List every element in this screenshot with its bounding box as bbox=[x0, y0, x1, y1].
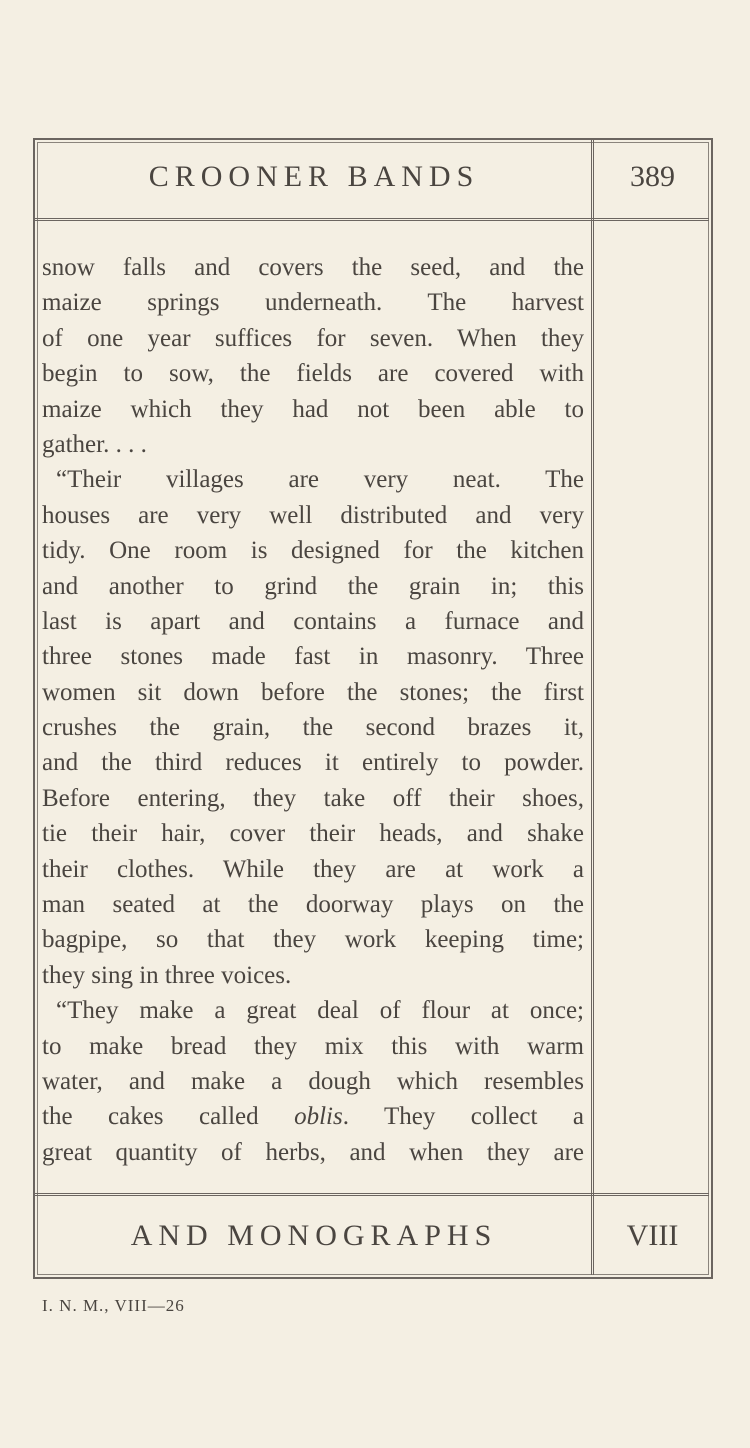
page-number: 389 bbox=[630, 160, 675, 193]
text-line: begin to sow, the fields are covered with bbox=[42, 360, 584, 388]
text-line: great quantity of herbs, and when they are bbox=[42, 1138, 584, 1166]
text-line: houses are very well distributed and very bbox=[42, 501, 584, 529]
text-line: snow falls and covers the seed, and the bbox=[42, 254, 584, 281]
footer-volume: VIII bbox=[626, 1219, 679, 1252]
body-text bbox=[42, 250, 584, 1170]
text-line: water, and make a dough which resembles bbox=[42, 1067, 584, 1095]
text-line: Before entering, they take off their shoes, bbox=[42, 784, 584, 812]
column-divider bbox=[591, 140, 594, 1275]
text-line: three stones made fast in masonry. Three bbox=[42, 643, 584, 671]
text-line: gather. . . . bbox=[42, 430, 147, 458]
text-line: crushes the grain, the second brazes it, bbox=[42, 714, 584, 742]
text-line: of one year suffices for seven. When they bbox=[42, 324, 584, 352]
running-title: CROONER BANDS bbox=[148, 160, 480, 193]
text-line: “They make a great deal of flour at once; bbox=[56, 997, 584, 1025]
text-line: and another to grind the grain in; this bbox=[42, 572, 584, 600]
text-line: women sit down before the stones; the first bbox=[42, 678, 584, 706]
text-line: they sing in three voices. bbox=[42, 961, 292, 989]
header-divider bbox=[35, 218, 709, 221]
text-line: and the third reduces it entirely to powder. bbox=[42, 749, 584, 777]
footer-series: AND MONOGRAPHS bbox=[130, 1219, 498, 1252]
text-line: “Their villages are very neat. The bbox=[56, 466, 584, 494]
text-line: bagpipe, so that they work keeping time; bbox=[42, 926, 584, 954]
text-line: man seated at the doorway plays on the bbox=[42, 891, 584, 919]
text-line: tidy. One room is designed for the kitchen bbox=[42, 537, 584, 565]
signature-mark: I. N. M., VIII—26 bbox=[42, 1296, 185, 1315]
text-line: the cakes called oblis. They collect a bbox=[42, 1103, 584, 1131]
italic-term: oblis bbox=[294, 1103, 343, 1131]
text-line: to make bread they mix this with warm bbox=[42, 1032, 584, 1060]
text-line: last is apart and contains a furnace and bbox=[42, 607, 584, 635]
text-line: maize springs underneath. The harvest bbox=[42, 289, 584, 317]
footer-divider bbox=[35, 1193, 709, 1196]
text-line: tie their hair, cover their heads, and shake bbox=[42, 820, 584, 848]
text-line: their clothes. While they are at work a bbox=[42, 855, 584, 883]
text-line: maize which they had not been able to bbox=[42, 395, 584, 423]
